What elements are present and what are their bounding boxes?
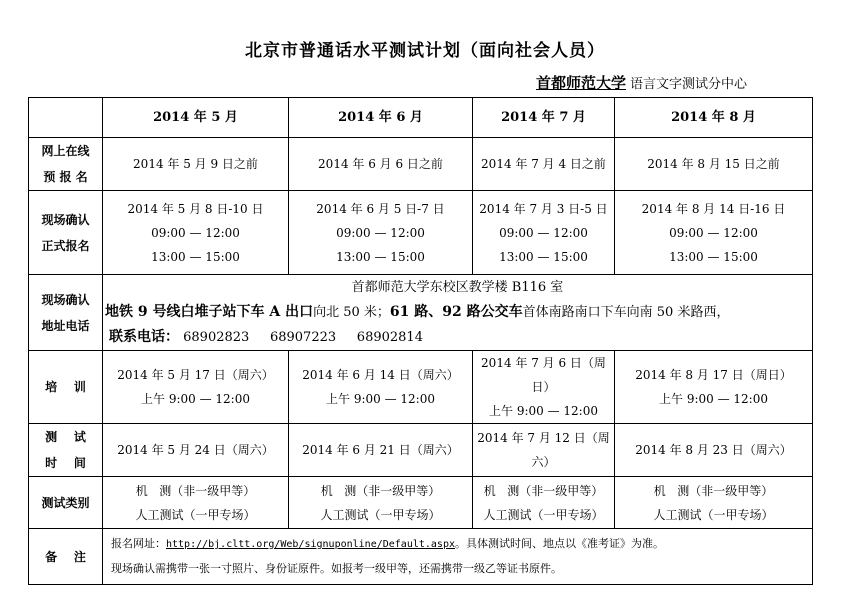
category-manual: 人工测试（一甲专场）: [135, 507, 256, 522]
row-label-category: 测试类别: [29, 477, 103, 529]
am-time: 09:00 — 12:00: [669, 225, 758, 240]
training-cell: [103, 351, 289, 424]
row-label-note: 备 注: [29, 529, 103, 585]
pm-time: 13:00 — 15:00: [499, 249, 588, 264]
month-header: 2014 年 8 月: [615, 98, 813, 138]
online-cell: 2014 年 6 月 6 日之前: [289, 138, 473, 191]
label-line: 地址电话: [41, 318, 90, 333]
online-cell: 2014 年 8 月 15 日之前: [615, 138, 813, 191]
onsite-date: 2014 年 7 月 3 日-5 日: [479, 201, 608, 216]
training-date: 2014 年 7 月 6 日（周日）: [481, 356, 606, 394]
phone-numbers: 68902823 68907223 68902814: [183, 329, 423, 345]
category-manual: 人工测试（一甲专场）: [483, 507, 604, 522]
training-time: 上午 9:00 — 12:00: [489, 404, 598, 418]
row-label-training: 培 训: [29, 351, 103, 424]
onsite-date: 2014 年 5 月 8 日-10 日: [127, 201, 264, 216]
row-label-test: [29, 424, 103, 477]
label-line: 测 试: [45, 430, 86, 444]
onsite-cell: [615, 191, 813, 275]
onsite-row: [29, 191, 813, 275]
category-cell: [289, 477, 473, 529]
note-cell: [103, 529, 813, 585]
onsite-date: 2014 年 6 月 5 日-7 日: [316, 201, 445, 216]
training-row: [29, 351, 813, 424]
signup-link[interactable]: http://bj.cltt.org/Web/signuponline/Default.aspx: [166, 539, 455, 550]
category-row: [29, 477, 813, 529]
test-cell: 2014 年 5 月 24 日（周六）: [103, 424, 289, 477]
training-date: 2014 年 8 月 17 日（周日）: [635, 368, 792, 382]
training-time: 上午 9:00 — 12:00: [659, 392, 768, 406]
bus-directions: 61 路、92 路公交车: [389, 303, 523, 320]
category-machine: 机 测（非一级甲等）: [483, 483, 604, 498]
metro-rest: 向北 50 米；: [313, 304, 390, 320]
training-time: 上午 9:00 — 12:00: [326, 392, 435, 406]
address-phone: [103, 325, 812, 350]
pm-time: 13:00 — 15:00: [151, 249, 240, 264]
bus-rest: 首体南路南口下车向南 50 米路西，: [522, 304, 730, 320]
training-date: 2014 年 6 月 14 日（周六）: [302, 368, 459, 382]
label-line: 现场确认: [41, 292, 90, 307]
onsite-date: 2014 年 8 月 14 日-16 日: [641, 201, 786, 216]
organizer-line: [536, 72, 747, 93]
test-cell: 2014 年 6 月 21 日（周六）: [289, 424, 473, 477]
row-label-onsite: [29, 191, 103, 275]
address-row: [29, 275, 813, 351]
schedule-table: [28, 97, 813, 585]
training-time: 上午 9:00 — 12:00: [141, 392, 250, 406]
online-cell: 2014 年 5 月 9 日之前: [103, 138, 289, 191]
test-cell: 2014 年 7 月 12 日（周六）: [473, 424, 615, 477]
category-manual: 人工测试（一甲专场）: [320, 507, 441, 522]
category-machine: 机 测（非一级甲等）: [135, 483, 256, 498]
category-machine: 机 测（非一级甲等）: [653, 483, 774, 498]
am-time: 09:00 — 12:00: [499, 225, 588, 240]
address-room: 首都师范大学东校区教学楼 B116 室: [351, 279, 564, 295]
university-name: 首都师范大学: [536, 74, 627, 92]
address-directions: [103, 300, 812, 325]
row-label-address: [29, 275, 103, 351]
onsite-cell: [289, 191, 473, 275]
am-time: 09:00 — 12:00: [151, 225, 240, 240]
label-line: 现场确认: [41, 212, 90, 227]
month-header: 2014 年 5 月: [103, 98, 289, 138]
online-row: [29, 138, 813, 191]
training-cell: [289, 351, 473, 424]
note-prefix: 报名网址：: [111, 537, 166, 550]
row-label-online: [29, 138, 103, 191]
center-name: 语言文字测试分中心: [630, 77, 748, 92]
test-row: [29, 424, 813, 477]
label-line: 预 报 名: [43, 170, 88, 184]
am-time: 09:00 — 12:00: [336, 225, 425, 240]
label-line: 正式报名: [41, 238, 90, 253]
online-cell: 2014 年 7 月 4 日之前: [473, 138, 615, 191]
pm-time: 13:00 — 15:00: [336, 249, 425, 264]
training-date: 2014 年 5 月 17 日（周六）: [117, 368, 274, 382]
training-cell: [473, 351, 615, 424]
category-manual: 人工测试（一甲专场）: [653, 507, 774, 522]
page-title: 北京市普通话水平测试计划（面向社会人员）: [245, 41, 605, 61]
header-row: [29, 98, 813, 138]
note-suffix: 。具体测试时间、地点以《准考证》为准。: [454, 537, 664, 550]
label-line: 网上在线: [41, 144, 90, 158]
pm-time: 13:00 — 15:00: [669, 249, 758, 264]
month-header: 2014 年 7 月: [473, 98, 615, 138]
onsite-cell: [103, 191, 289, 275]
training-cell: [615, 351, 813, 424]
category-machine: 机 测（非一级甲等）: [320, 483, 441, 498]
category-cell: [615, 477, 813, 529]
month-header: 2014 年 6 月: [289, 98, 473, 138]
category-cell: [473, 477, 615, 529]
onsite-cell: [473, 191, 615, 275]
category-cell: [103, 477, 289, 529]
test-cell: 2014 年 8 月 23 日（周六）: [615, 424, 813, 477]
note-line-1: [111, 532, 812, 557]
metro-directions: 地铁 9 号线白堆子站下车 A 出口: [105, 303, 314, 320]
phone-label: 联系电话：: [109, 328, 179, 345]
label-line: 时 间: [45, 456, 86, 470]
note-line-2: 现场确认需携带一张一寸照片、身份证原件。如报考一级甲等，还需携带一级乙等证书原件。: [111, 562, 562, 575]
note-row: [29, 529, 813, 585]
address-cell: [103, 275, 813, 351]
corner-cell: [29, 98, 103, 138]
